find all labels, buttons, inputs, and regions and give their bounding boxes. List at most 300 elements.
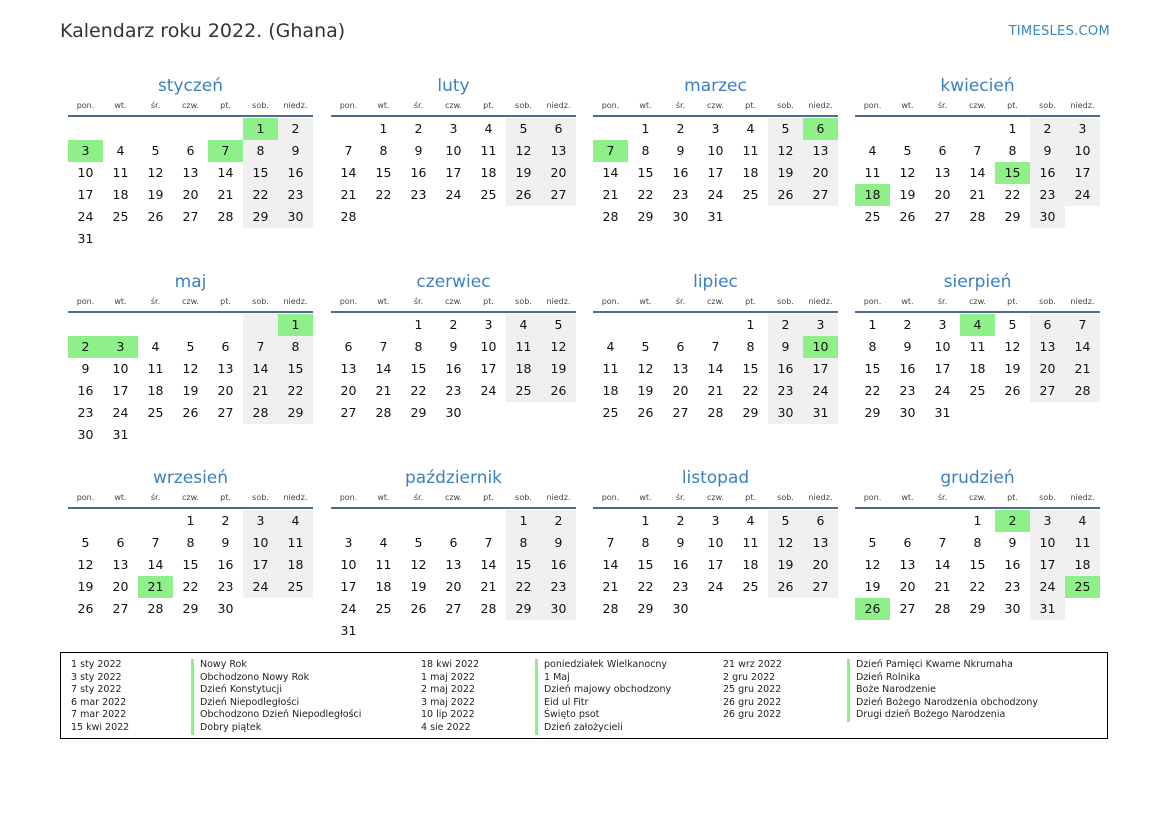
weekday-label: sob. xyxy=(777,297,794,306)
day-cell: 24 xyxy=(112,405,129,420)
empty-cell xyxy=(208,314,243,336)
week-row xyxy=(855,118,1100,140)
day-cell: 5 xyxy=(641,339,650,354)
day-cell: 22 xyxy=(637,579,654,594)
empty-cell xyxy=(855,510,890,532)
day-cell: 1 xyxy=(641,513,650,528)
brand-link[interactable]: TIMESLES.COM xyxy=(1008,24,1110,39)
day-cell: 20 xyxy=(217,383,234,398)
day-cell: 9 xyxy=(768,336,803,358)
weekday-label: pt. xyxy=(483,493,494,502)
holiday-name: Obchodzono Nowy Rok xyxy=(191,672,361,685)
day-cell: 10 xyxy=(480,339,497,354)
day-cell: 10 xyxy=(707,143,724,158)
month-block xyxy=(68,74,313,250)
empty-cell xyxy=(803,206,838,228)
empty-cell xyxy=(768,598,803,620)
empty-cell xyxy=(278,598,313,620)
holiday-date: 18 kwi 2022 xyxy=(421,659,480,670)
week-row xyxy=(593,380,838,402)
day-cell: 13 xyxy=(112,557,129,572)
holiday-date: 3 maj 2022 xyxy=(421,696,475,708)
day-cell: 18 xyxy=(506,358,541,380)
header-rule xyxy=(593,311,838,313)
empty-cell xyxy=(593,118,628,140)
week-row xyxy=(331,162,576,184)
day-cell: 21 xyxy=(934,579,951,594)
day-cell: 1 xyxy=(1008,121,1017,136)
day-cell: 2 xyxy=(414,121,423,136)
day-cell: 17 xyxy=(803,358,838,380)
day-cell: 23 xyxy=(541,576,576,598)
day-cell: 1 xyxy=(641,121,650,136)
weekday-label: niedz. xyxy=(283,493,308,502)
day-cell: 11 xyxy=(1065,532,1100,554)
weekday-label: śr. xyxy=(675,297,686,306)
day-cell: 10 xyxy=(803,336,838,358)
week-row xyxy=(855,184,1100,206)
weekday-label: śr. xyxy=(937,101,948,110)
day-cell: 27 xyxy=(803,184,838,206)
day-cell: 6 xyxy=(803,118,838,140)
day-cell: 17 xyxy=(112,383,129,398)
weekday-label: pon. xyxy=(863,101,882,110)
empty-cell xyxy=(243,424,278,446)
day-cell: 5 xyxy=(868,535,877,550)
weekday-label: wt. xyxy=(901,101,914,110)
day-cell: 2 xyxy=(68,336,103,358)
day-cell: 31 xyxy=(1030,598,1065,620)
month-name: listopad xyxy=(681,468,750,488)
holiday-name-column xyxy=(191,659,361,735)
day-cell: 9 xyxy=(676,535,685,550)
day-cell: 20 xyxy=(340,383,357,398)
day-cell: 23 xyxy=(445,383,462,398)
day-cell: 4 xyxy=(1065,510,1100,532)
weekday-label: wt. xyxy=(639,493,652,502)
day-cell: 22 xyxy=(243,184,278,206)
weekday-label: niedz. xyxy=(1070,493,1095,502)
day-cell: 8 xyxy=(641,535,650,550)
holiday-date: 26 gru 2022 xyxy=(723,709,782,721)
day-cell: 25 xyxy=(864,209,881,224)
day-cell: 11 xyxy=(278,532,313,554)
day-cell: 2 xyxy=(676,513,685,528)
empty-cell xyxy=(331,510,366,532)
day-cell: 30 xyxy=(541,598,576,620)
week-row xyxy=(593,206,838,228)
day-cell: 11 xyxy=(506,336,541,358)
day-cell: 18 xyxy=(742,165,759,180)
weekday-label: wt. xyxy=(639,297,652,306)
week-row xyxy=(593,314,838,336)
day-cell: 20 xyxy=(672,383,689,398)
holiday-name: Drugi dzień Bożego Narodzenia xyxy=(847,709,1038,722)
weekday-label: sob. xyxy=(252,493,269,502)
day-cell: 14 xyxy=(480,557,497,572)
week-row xyxy=(68,118,313,140)
weekday-label: czw. xyxy=(707,297,724,306)
day-cell: 9 xyxy=(541,532,576,554)
day-cell: 8 xyxy=(278,336,313,358)
empty-cell xyxy=(436,206,471,228)
weekday-label: pt. xyxy=(1007,297,1018,306)
day-cell: 19 xyxy=(410,579,427,594)
weekday-label: pon. xyxy=(76,101,95,110)
day-cell: 15 xyxy=(410,361,427,376)
empty-cell xyxy=(366,620,401,642)
week-row xyxy=(593,140,838,162)
empty-cell xyxy=(401,206,436,228)
day-cell: 17 xyxy=(934,361,951,376)
header-rule xyxy=(331,507,576,509)
week-row xyxy=(855,140,1100,162)
weekday-label: czw. xyxy=(182,297,199,306)
weekday-label: sob. xyxy=(252,297,269,306)
empty-cell xyxy=(506,620,541,642)
weekday-header xyxy=(593,98,838,114)
day-cell: 16 xyxy=(445,361,462,376)
weekday-label: czw. xyxy=(969,101,986,110)
week-row xyxy=(593,402,838,424)
day-cell: 1 xyxy=(186,513,195,528)
day-cell: 15 xyxy=(182,557,199,572)
day-cell: 29 xyxy=(742,405,759,420)
empty-cell xyxy=(208,228,243,250)
day-cell: 24 xyxy=(707,579,724,594)
empty-cell xyxy=(471,620,506,642)
week-row xyxy=(331,510,576,532)
week-row xyxy=(68,162,313,184)
day-cell: 27 xyxy=(934,209,951,224)
day-cell: 19 xyxy=(541,358,576,380)
empty-cell xyxy=(698,598,733,620)
day-cell: 18 xyxy=(855,184,890,206)
day-cell: 20 xyxy=(803,162,838,184)
month-block xyxy=(855,74,1100,228)
empty-cell xyxy=(331,118,366,140)
day-cell: 3 xyxy=(1030,510,1065,532)
empty-cell xyxy=(1065,598,1100,620)
day-cell: 24 xyxy=(340,601,357,616)
day-cell: 5 xyxy=(1008,317,1017,332)
day-cell: 24 xyxy=(934,383,951,398)
holiday-name: Dobry piątek xyxy=(191,722,361,735)
day-cell: 13 xyxy=(182,165,199,180)
day-cell: 3 xyxy=(449,121,458,136)
day-cell: 25 xyxy=(480,187,497,202)
week-row xyxy=(68,184,313,206)
day-cell: 25 xyxy=(147,405,164,420)
day-cell: 11 xyxy=(742,143,759,158)
day-cell: 25 xyxy=(278,576,313,598)
day-cell: 22 xyxy=(637,187,654,202)
empty-cell xyxy=(208,118,243,140)
day-cell: 31 xyxy=(803,402,838,424)
month-name: grudzień xyxy=(940,468,1015,488)
day-cell: 6 xyxy=(1030,314,1065,336)
week-row xyxy=(593,554,838,576)
weekday-label: niedz. xyxy=(808,493,833,502)
day-cell: 15 xyxy=(969,557,986,572)
day-cell: 18 xyxy=(742,557,759,572)
weekday-label: pt. xyxy=(745,101,756,110)
day-cell: 5 xyxy=(506,118,541,140)
header-rule xyxy=(593,507,838,509)
week-row xyxy=(331,358,576,380)
day-cell: 27 xyxy=(672,405,689,420)
weekday-label: pon. xyxy=(76,493,95,502)
day-cell: 20 xyxy=(541,162,576,184)
day-cell: 14 xyxy=(602,165,619,180)
weekday-label: pt. xyxy=(745,297,756,306)
day-cell: 7 xyxy=(1065,314,1100,336)
day-cell: 9 xyxy=(221,535,230,550)
week-row xyxy=(593,184,838,206)
day-cell: 7 xyxy=(208,140,243,162)
day-cell: 17 xyxy=(340,579,357,594)
day-cell: 13 xyxy=(934,165,951,180)
day-cell: 15 xyxy=(742,361,759,376)
day-cell: 27 xyxy=(112,601,129,616)
day-cell: 26 xyxy=(768,576,803,598)
day-cell: 23 xyxy=(768,380,803,402)
header-rule xyxy=(331,115,576,117)
week-row xyxy=(68,598,313,620)
day-cell: 27 xyxy=(541,184,576,206)
weekday-label: czw. xyxy=(445,493,462,502)
day-cell: 12 xyxy=(899,165,916,180)
day-cell: 27 xyxy=(899,601,916,616)
week-row xyxy=(593,118,838,140)
empty-cell xyxy=(173,118,208,140)
weekday-label: pt. xyxy=(483,101,494,110)
day-cell: 10 xyxy=(243,532,278,554)
day-cell: 14 xyxy=(243,358,278,380)
header-rule xyxy=(855,115,1100,117)
month-block xyxy=(593,74,838,228)
weekday-label: niedz. xyxy=(1070,101,1095,110)
day-cell: 31 xyxy=(934,405,951,420)
week-row xyxy=(331,336,576,358)
weekday-header xyxy=(331,490,576,506)
holiday-name: Nowy Rok xyxy=(191,659,361,672)
day-cell: 11 xyxy=(375,557,392,572)
day-cell: 1 xyxy=(506,510,541,532)
day-cell: 12 xyxy=(1004,339,1021,354)
holiday-date: 1 sty 2022 xyxy=(71,659,122,670)
day-cell: 2 xyxy=(903,317,912,332)
week-row xyxy=(68,402,313,424)
day-cell: 4 xyxy=(379,535,388,550)
day-cell: 6 xyxy=(221,339,230,354)
holiday-name: Święto psot xyxy=(535,709,671,722)
day-cell: 9 xyxy=(676,143,685,158)
empty-cell xyxy=(208,424,243,446)
weekday-label: czw. xyxy=(445,297,462,306)
empty-cell xyxy=(68,314,103,336)
day-cell: 16 xyxy=(672,165,689,180)
day-cell: 12 xyxy=(541,336,576,358)
month-name: sierpień xyxy=(943,272,1012,292)
day-cell: 6 xyxy=(449,535,458,550)
holiday-name: Dzień majowy obchodzony xyxy=(535,684,671,697)
day-cell: 7 xyxy=(606,535,615,550)
weekday-header xyxy=(855,98,1100,114)
day-cell: 10 xyxy=(934,339,951,354)
empty-cell xyxy=(366,510,401,532)
weekday-label: pon. xyxy=(863,493,882,502)
empty-cell xyxy=(960,118,995,140)
weekday-label: pt. xyxy=(1007,101,1018,110)
empty-cell xyxy=(960,402,995,424)
day-cell: 1 xyxy=(746,317,755,332)
weekday-label: pon. xyxy=(601,493,620,502)
day-cell: 6 xyxy=(903,535,912,550)
weekday-header xyxy=(331,294,576,310)
week-row xyxy=(331,140,576,162)
day-cell: 8 xyxy=(243,140,278,162)
day-cell: 21 xyxy=(340,187,357,202)
day-cell: 17 xyxy=(77,187,94,202)
weekday-label: czw. xyxy=(707,101,724,110)
day-cell: 19 xyxy=(864,579,881,594)
weekday-label: niedz. xyxy=(1070,297,1095,306)
weekday-label: śr. xyxy=(413,101,424,110)
empty-cell xyxy=(103,314,138,336)
month-name: październik xyxy=(404,468,503,488)
empty-cell xyxy=(890,510,925,532)
day-cell: 20 xyxy=(899,579,916,594)
holiday-name: Boże Narodzenie xyxy=(847,684,1038,697)
weekday-header xyxy=(593,490,838,506)
holiday-date-column xyxy=(723,659,782,722)
day-cell: 5 xyxy=(186,339,195,354)
empty-cell xyxy=(103,118,138,140)
month-block xyxy=(68,466,313,620)
day-cell: 27 xyxy=(340,405,357,420)
day-cell: 13 xyxy=(217,361,234,376)
weekday-label: niedz. xyxy=(546,493,571,502)
empty-cell xyxy=(401,620,436,642)
week-row xyxy=(331,620,576,642)
day-cell: 23 xyxy=(899,383,916,398)
holiday-date-column xyxy=(421,659,479,735)
day-cell: 14 xyxy=(707,361,724,376)
day-cell: 7 xyxy=(938,535,947,550)
day-cell: 7 xyxy=(593,140,628,162)
weekday-header xyxy=(855,294,1100,310)
day-cell: 15 xyxy=(637,165,654,180)
day-cell: 23 xyxy=(672,187,689,202)
day-cell: 29 xyxy=(637,209,654,224)
day-cell: 15 xyxy=(995,162,1030,184)
day-cell: 26 xyxy=(899,209,916,224)
week-row xyxy=(68,532,313,554)
weekday-label: pon. xyxy=(601,297,620,306)
empty-cell xyxy=(138,314,173,336)
day-cell: 13 xyxy=(672,361,689,376)
day-cell: 3 xyxy=(938,317,947,332)
empty-cell xyxy=(855,118,890,140)
day-cell: 16 xyxy=(217,557,234,572)
week-row xyxy=(68,336,313,358)
empty-cell xyxy=(925,510,960,532)
week-row xyxy=(855,576,1100,598)
weekday-label: śr. xyxy=(413,493,424,502)
day-cell: 11 xyxy=(969,339,986,354)
week-row xyxy=(593,358,838,380)
day-cell: 4 xyxy=(606,339,615,354)
holiday-name: Obchodzono Dzień Niepodległości xyxy=(191,709,361,722)
day-cell: 10 xyxy=(77,165,94,180)
empty-cell xyxy=(278,228,313,250)
weekday-label: śr. xyxy=(150,493,161,502)
week-row xyxy=(331,576,576,598)
day-cell: 21 xyxy=(602,187,619,202)
day-cell: 16 xyxy=(672,557,689,572)
day-cell: 18 xyxy=(602,383,619,398)
month-block xyxy=(331,74,576,228)
header-rule xyxy=(68,115,313,117)
day-cell: 4 xyxy=(116,143,125,158)
day-cell: 12 xyxy=(147,165,164,180)
day-cell: 8 xyxy=(506,532,541,554)
month-name: maj xyxy=(174,272,207,292)
holiday-date-column xyxy=(71,659,129,735)
day-cell: 26 xyxy=(182,405,199,420)
week-row xyxy=(593,510,838,532)
empty-cell xyxy=(803,598,838,620)
day-cell: 16 xyxy=(541,554,576,576)
weekday-header xyxy=(331,98,576,114)
day-cell: 29 xyxy=(278,402,313,424)
day-cell: 23 xyxy=(672,579,689,594)
day-cell: 17 xyxy=(243,554,278,576)
day-cell: 25 xyxy=(112,209,129,224)
day-cell: 5 xyxy=(151,143,160,158)
day-cell: 6 xyxy=(116,535,125,550)
day-cell: 28 xyxy=(707,405,724,420)
day-cell: 29 xyxy=(182,601,199,616)
day-cell: 6 xyxy=(186,143,195,158)
week-row xyxy=(331,380,576,402)
weekday-label: wt. xyxy=(901,493,914,502)
day-cell: 22 xyxy=(278,380,313,402)
weekday-label: śr. xyxy=(937,493,948,502)
day-cell: 21 xyxy=(707,383,724,398)
day-cell: 9 xyxy=(1030,140,1065,162)
holiday-date: 1 maj 2022 xyxy=(421,671,475,683)
empty-cell xyxy=(506,206,541,228)
day-cell: 3 xyxy=(243,510,278,532)
day-cell: 1 xyxy=(243,118,278,140)
day-cell: 4 xyxy=(278,510,313,532)
day-cell: 11 xyxy=(864,165,881,180)
day-cell: 23 xyxy=(410,187,427,202)
weekday-label: sob. xyxy=(252,101,269,110)
day-cell: 9 xyxy=(414,143,423,158)
day-cell: 27 xyxy=(217,405,234,420)
empty-cell xyxy=(243,598,278,620)
day-cell: 12 xyxy=(637,361,654,376)
empty-cell xyxy=(173,424,208,446)
empty-cell xyxy=(243,314,278,336)
weekday-label: śr. xyxy=(413,297,424,306)
empty-cell xyxy=(541,206,576,228)
empty-cell xyxy=(890,118,925,140)
day-cell: 5 xyxy=(768,510,803,532)
